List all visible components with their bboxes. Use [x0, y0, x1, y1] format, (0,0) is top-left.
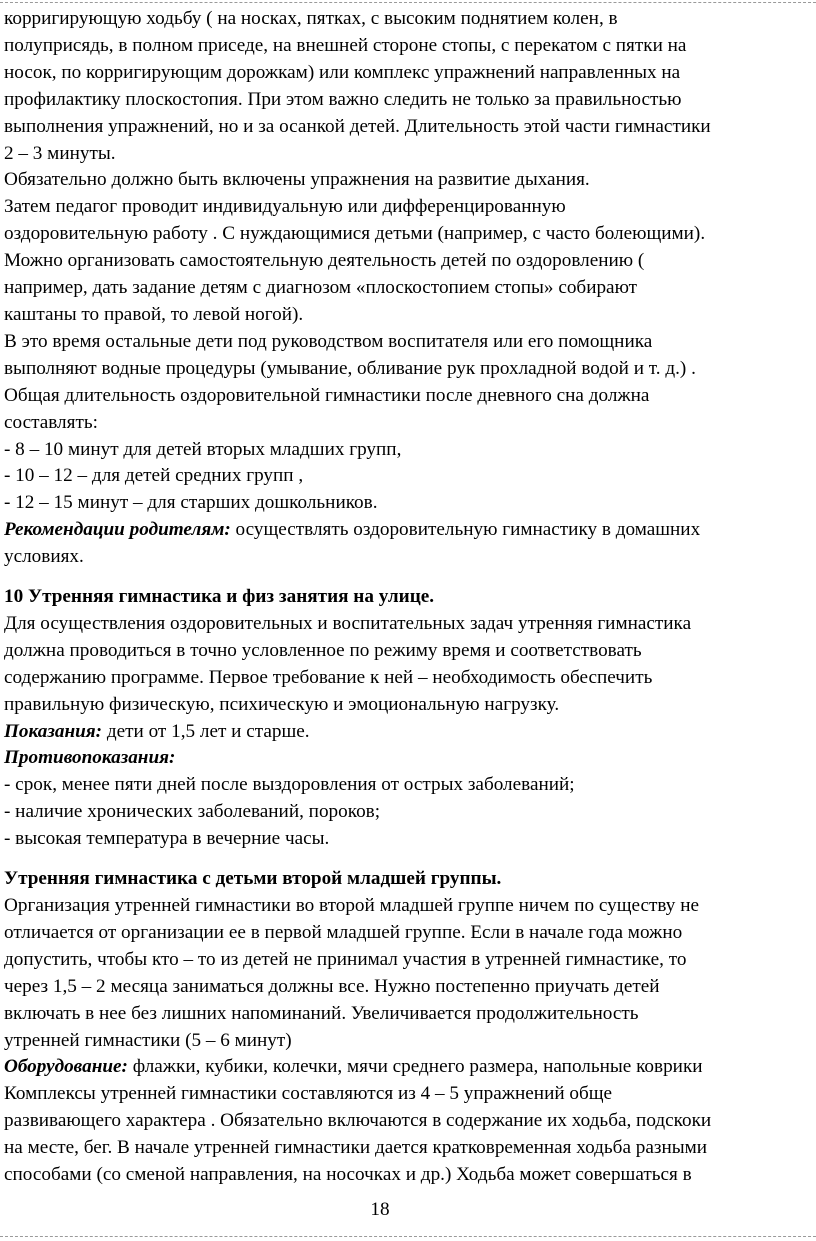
indications-label: Показания: [4, 720, 103, 742]
top-dashed-divider [0, 2, 816, 3]
list-item: - 10 – 12 – для детей средних групп , [4, 465, 304, 487]
text-line: выполняют водные процедуры (умывание, обливание рук прохладной водой и т. д.) . [4, 357, 696, 379]
text-line: составлять: [4, 411, 98, 433]
equipment-label: Оборудование: [4, 1056, 128, 1078]
parent-recommendations-label: Рекомендации родителям: [4, 519, 231, 541]
list-item: - срок, менее пяти дней после выздоровления от острых заболеваний; [4, 774, 575, 796]
text-line: допустить, чтобы кто – то из детей не принимал участия в утренней гимнастике, то [4, 948, 687, 970]
text-line: полуприсядь, в полном приседе, на внешней стороне стопы, с перекатом с пятки на [4, 34, 687, 56]
section-heading: 10 Утренняя гимнастика и физ занятия на улице. [4, 586, 435, 608]
text-line: Общая длительность оздоровительной гимнастики после дневного сна должна [4, 384, 650, 406]
text-line: оздоровительную работу . С нуждающимися детьми (например, с часто болеющими). [4, 223, 706, 245]
text-line: должна проводиться в точно условленное по режиму время и соответствовать [4, 639, 642, 661]
parent-recommendations-line [4, 517, 812, 544]
text-line: Комплексы утренней гимнастики составляются из 4 – 5 упражнений обще [4, 1083, 613, 1105]
text-line: Можно организовать самостоятельную деятельность детей по оздоровлению ( [4, 250, 645, 272]
text-line: каштаны то правой, то левой ногой). [4, 303, 304, 325]
text-line: содержанию программе. Первое требование к ней – необходимость обеспечить [4, 666, 653, 688]
list-item: - наличие хронических заболеваний, пороков; [4, 801, 381, 823]
parent-recommendations-text: осуществлять оздоровительную гимнастику в домашних [230, 519, 701, 541]
bottom-dashed-divider [0, 1236, 816, 1237]
page-number: 18 [370, 1199, 390, 1220]
text-line: выполнения упражнений, но и за осанкой детей. Длительность этой части гимнастики [4, 115, 711, 137]
text-line: правильную физическую, психическую и эмоциональную нагрузку. [4, 693, 560, 715]
text-line: через 1,5 – 2 месяца заниматься должны все. Нужно постепенно приучать детей [4, 975, 660, 997]
text-line: на месте, бег. В начале утренней гимнастики дается кратковременная ходьба разными [4, 1137, 708, 1159]
text-line: Организация утренней гимнастики во второй младшей группе ничем по существу не [4, 895, 699, 916]
text-line: корригирующую ходьбу ( на носках, пятках, с высоким поднятием колен, в [4, 8, 618, 29]
text-line: В это время остальные дети под руководством воспитателя или его помощника [4, 330, 653, 352]
page-content [4, 6, 812, 1189]
list-item: - 12 – 15 минут – для старших дошкольников. [4, 492, 378, 514]
text-line: Для осуществления оздоровительных и воспитательных задач утренняя гимнастика [4, 612, 692, 634]
text-line: включать в нее без лишних напоминаний. Увеличивается продолжительность [4, 1002, 639, 1024]
text-line: Затем педагог проводит индивидуальную или дифференцированную [4, 196, 566, 218]
text-line: способами (со сменой направления, на носочках и др.) Ходьба может совершаться в [4, 1164, 692, 1186]
text-line: условиях. [4, 546, 84, 568]
text-line: утренней гимнастики (5 – 6 минут) [4, 1029, 292, 1051]
text-line: развивающего характера . Обязательно включаются в содержание их ходьба, подскоки [4, 1110, 712, 1132]
indications-text: дети от 1,5 лет и старше. [102, 720, 310, 742]
text-line: носок, по корригирующим дорожкам) или комплекс упражнений направленных на [4, 61, 681, 83]
indications-line [4, 719, 812, 746]
text-line: например, дать задание детям с диагнозом «плоскостопием стопы» собирают [4, 277, 638, 299]
text-line: Обязательно должно быть включены упражнения на развитие дыхания. [4, 169, 590, 191]
equipment-text: флажки, кубики, колечки, мячи среднего размера, напольные коврики [127, 1056, 703, 1078]
text-line: отличается от организации ее в первой младшей группе. Если в начале года можно [4, 921, 683, 943]
contraindications-label: Противопоказания: [4, 747, 176, 769]
section-heading: Утренняя гимнастика с детьми второй младшей группы. [4, 868, 502, 890]
list-item: - высокая температура в вечерние часы. [4, 828, 330, 850]
list-item: - 8 – 10 минут для детей вторых младших групп, [4, 438, 402, 460]
text-line: профилактику плоскостопия. При этом важно следить не только за правильностью [4, 88, 682, 110]
text-line: 2 – 3 минуты. [4, 142, 116, 164]
equipment-line [4, 1054, 812, 1081]
